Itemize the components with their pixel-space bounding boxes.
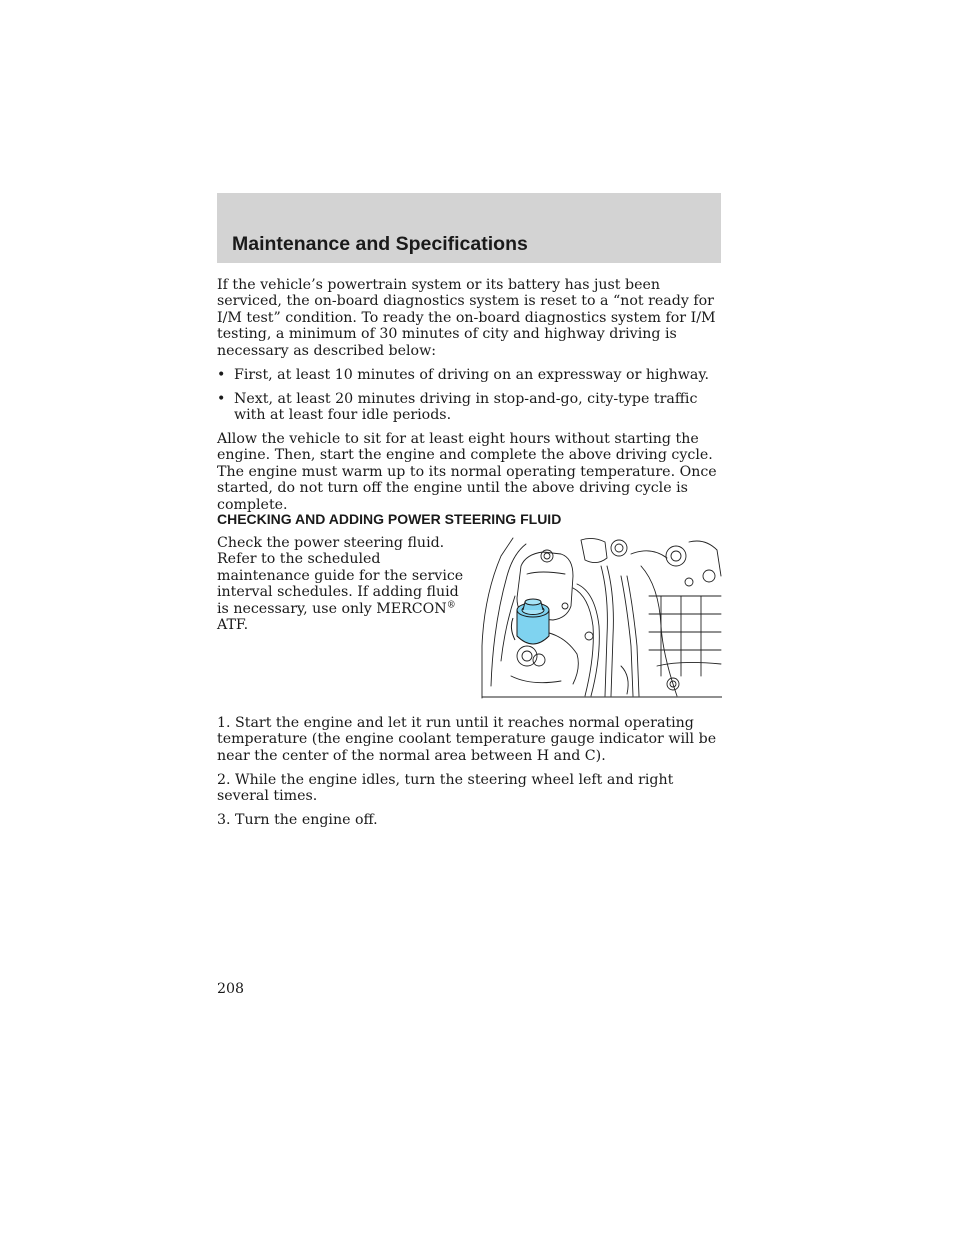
check-fluid-paragraph [217, 535, 467, 633]
section-heading: CHECKING AND ADDING POWER STEERING FLUID [217, 511, 562, 527]
page-title: Maintenance and Specifications [232, 233, 528, 255]
intro-paragraph: If the vehicle’s powertrain system or its battery has just been serviced, the on-board diagnostics system is reset to a “not ready for I/M test” condition. To ready the on-board diagnostics system for I/M testing, a minimum of 30 minutes of city and highway driving is necessary as described below: [217, 277, 716, 359]
step-2: 2. While the engine idles, turn the steering wheel left and right several times. [217, 772, 674, 805]
step-3: 3. Turn the engine off. [217, 812, 378, 828]
bullet-icon: • [217, 367, 226, 383]
bullet-text: First, at least 10 minutes of driving on an expressway or highway. [234, 367, 710, 383]
bullet-text: Next, at least 20 minutes driving in stop-and-go, city-type traffic with at least four idle periods. [234, 391, 698, 424]
bullet-icon: • [217, 391, 226, 407]
registered-mark: ® [446, 599, 456, 610]
step-1: 1. Start the engine and let it run until it reaches normal operating temperature (the engine coolant temperature gauge indicator will be near the center of the normal area between H and C). [217, 715, 717, 764]
power-steering-reservoir-engine-illustration [481, 536, 722, 699]
section-header-band [217, 193, 721, 263]
check-fluid-text-end: ATF. [217, 617, 249, 634]
allow-paragraph: Allow the vehicle to sit for at least eight hours without starting the engine. Then, start the engine and complete the above driving cycle. The engine must warm up to its normal operating temperature. Once started, do not turn off the engine until the above driving cycle is complete. [217, 431, 717, 513]
page-number: 208 [217, 981, 245, 997]
check-fluid-text: Check the power steering fluid. Refer to the scheduled maintenance guide for the service interval schedules. If adding fluid is necessary, use only MERCON [217, 535, 464, 617]
